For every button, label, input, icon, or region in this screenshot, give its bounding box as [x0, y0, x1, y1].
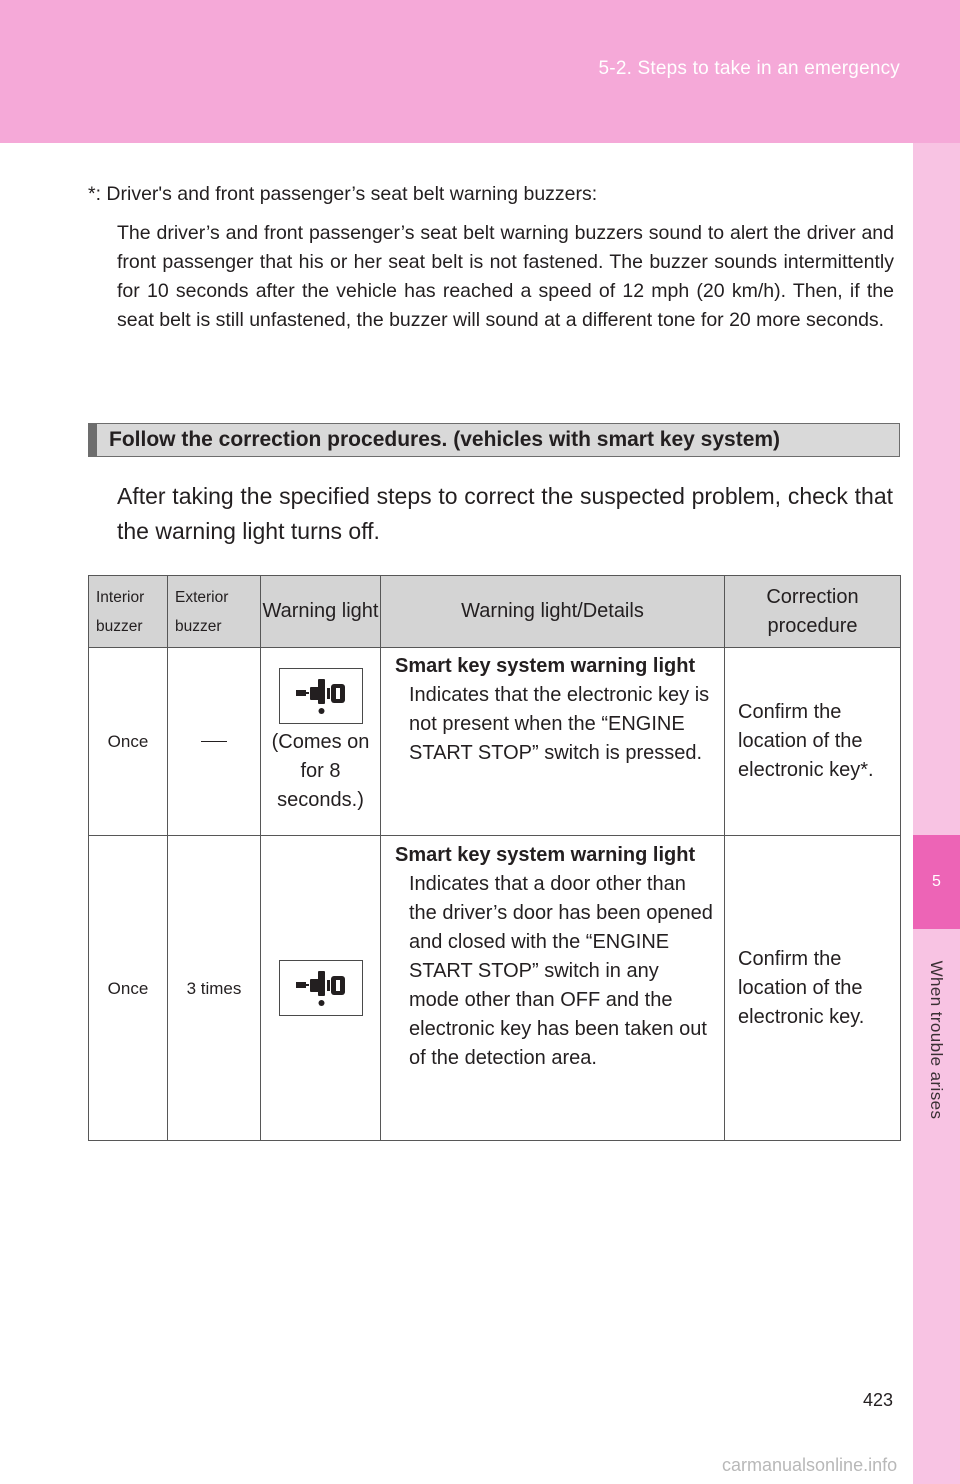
smart-key-warning-icon	[279, 960, 363, 1016]
cell-interior-buzzer: Once	[89, 648, 168, 836]
table-row	[89, 836, 901, 1141]
cell-details	[381, 836, 725, 1141]
header-correction: Correction procedure	[725, 576, 901, 648]
footnote	[88, 180, 894, 335]
light-note: (Comes on for 8 seconds.)	[271, 731, 370, 811]
chapter-number-tab[interactable]: 5	[913, 835, 960, 929]
cell-exterior-buzzer	[168, 648, 261, 836]
cell-details	[381, 648, 725, 836]
smart-key-warning-icon-graphic	[293, 968, 349, 1008]
header-warning-light: Warning light	[261, 576, 381, 648]
table-row	[89, 648, 901, 836]
section-title-banner: Follow the correction procedures. (vehicles with smart key system)	[88, 423, 900, 457]
table-header-row	[89, 576, 901, 648]
details-body: Indicates that the electronic key is not present when the “ENGINE START STOP” switch is pressed.	[409, 684, 710, 764]
header-interior-line1: Interior	[96, 588, 145, 606]
details-title: Smart key system warning light	[395, 844, 696, 866]
warning-table	[88, 575, 901, 1141]
smart-key-warning-icon-graphic	[293, 676, 349, 716]
chapter-label: When trouble arises	[927, 960, 946, 1120]
side-tab-band	[913, 143, 960, 1484]
none-dash	[201, 741, 227, 742]
cell-warning-light	[261, 836, 381, 1141]
cell-interior-buzzer: Once	[89, 836, 168, 1141]
footnote-body: The driver’s and front passenger’s seat belt warning buzzers sound to alert the driver and front passenger that his or her seat belt is not fastened. The buzzer sounds intermittently for 10 seconds after the vehicle has reached a speed of 12 mph (20 km/h). Then, if the seat belt is still unfastened, the buzzer will sound at a different tone for 20 more seconds.	[117, 222, 894, 331]
smart-key-warning-icon	[279, 668, 363, 724]
section-intro: After taking the specified steps to correct the suspected problem, check that the warning light turns off.	[117, 483, 893, 544]
cell-correction: Confirm the location of the electronic key.	[725, 836, 901, 1141]
details-body: Indicates that a door other than the driver’s door has been opened and closed with the “ENGINE START STOP” switch in any mode other than OFF and the electronic key has been taken out of the detection area.	[409, 873, 713, 1069]
header-details: Warning light/Details	[381, 576, 725, 648]
header-interior-buzzer	[89, 576, 168, 648]
cell-exterior-buzzer: 3 times	[168, 836, 261, 1141]
footnote-lead: *: Driver's and front passenger’s seat belt warning buzzers:	[88, 183, 598, 205]
header-interior-line2: buzzer	[96, 617, 143, 635]
header-exterior-line2: buzzer	[175, 617, 222, 635]
section-header: 5-2. Steps to take in an emergency	[598, 58, 900, 79]
cell-correction: Confirm the location of the electronic key*.	[725, 648, 901, 836]
page-number: 423	[863, 1390, 894, 1410]
cell-warning-light	[261, 648, 381, 836]
header-exterior-buzzer	[168, 576, 261, 648]
watermark[interactable]: carmanualsonline.info	[722, 1455, 898, 1475]
details-title: Smart key system warning light	[395, 655, 696, 677]
header-exterior-line1: Exterior	[175, 588, 229, 606]
